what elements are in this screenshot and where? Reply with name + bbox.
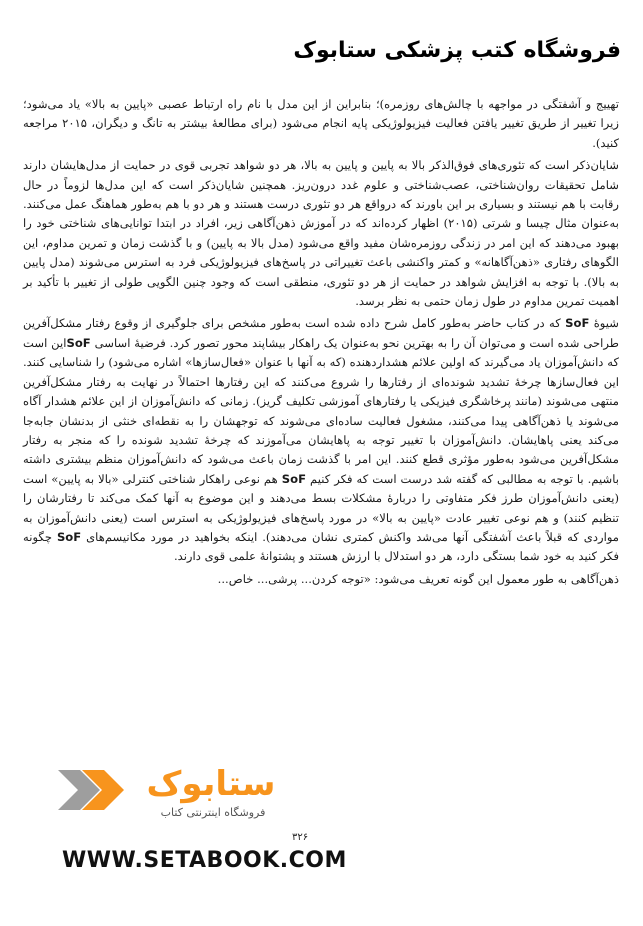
sof-term: SoF <box>66 335 91 350</box>
document-body <box>23 95 619 592</box>
paragraph: شایان‌ذکر است که تئوری‌های فوق‌الذکر بالا به پایین و پایین به بالا، هر دو شواهد تجربی قوی در حمایت از مدل‌هایشان دارند شامل تحقیقات روان‌شناختی، عصب‌شناختی و علوم غدد درون‌ریز. همچنین شایان‌ذکر است که این مدل‌ها لزوماً در حال رقابت با هم نیستند و بسیاری بر این باورند که درواقع هر دو تئوری درست هستند و هر دو با هم به‌طور هماهنگ عمل می‌کنند. به‌عنوان مثال چیسا و شرتی (۲۰۱۵) اظهار کرده‌اند که در آموزش ذهن‌آگاهی زیر، افراد در ابتدا توانایی‌های شناختی خود را بهبود می‌دهند که این امر در زندگی روزمره‌شان مفید واقع می‌شود (مدل بالا به پایین) و با گذشت زمان و تمرین مداوم، این الگوهای رفتاری «ذهن‌آگاهانه» و کمتر واکنشی باعث تغییراتی در پاسخ‌های فیزیولوژیکی فرد به استرس می‌شوند (مدل پایین به بالا). با توجه به افزایش شواهد در حمایت از هر دو تئوری، منطقی است که وجود چنین الگویی طولی از تغییر با تأکید بر اهمیت تمرین مداوم در طول زمان حتمی به نظر برسد. <box>23 158 619 309</box>
page-title: فروشگاه کتب پزشکی ستابوک <box>293 38 621 63</box>
logo-wordmark: ستابوک <box>146 764 276 804</box>
sof-term: SoF <box>565 316 590 331</box>
text-run: که در کتاب حاضر به‌طور کامل شرح داده شده است به‌طور مشخص برای جلوگیری از وقوع رفتار مشکل‌آفرین طراحی شده است و می‌توان آن را به بهترین نحو به‌عنوان یک راهکار بیشاپند محور تصور کرد. فرضیهٔ اساسی <box>23 316 620 350</box>
sof-term: SoF <box>56 529 82 544</box>
text-run: شیوهٔ <box>593 316 620 331</box>
paragraph: ذهن‌آگاهی به طور معمول این گونه تعریف می‌شود: «توجه کردن... پرشی... خاص... <box>217 571 619 586</box>
text-run: چگونه فکر کنید به خود شما بستگی دارد، هر دو استدلال با ارزش هستند و پشتوانهٔ علمی قوی دارند. <box>23 529 619 564</box>
page-number: ۳۲۶ <box>292 832 309 843</box>
paragraph <box>23 314 619 566</box>
paragraph: تهییج و آشفتگی در مواجهه با چالش‌های روزمره)؛ بنابراین از این مدل با نام راه ارتباط عصبی «پایین به بالا» یاد می‌شود؛ زیرا تغییر از طریق تغییر یافتن فعالیت فیزیولوژیکی پایه انجام می‌شود (برای مطالعهٔ بیشتر به تانگ و دیگران، ۲۰۱۵ مراجعه کنید). <box>23 97 619 150</box>
text-run: این است که دانش‌آموزان یاد می‌گیرند که اولین علائم هشداردهنده (که به آنها با عنوان «فعال‌سازها» اشاره می‌شود) را شناسایی کنند. این فعال‌سازها چرخهٔ تشدید شونده‌ای از رفتارها را شروع می‌کنند که این رفتارها احتمالاً در نهایت به رفتار مشکل‌آفرین منتهی می‌شوند (مانند پرخاشگری فیزیکی یا رفتارهای آموزشی تکلیف گریز). زمانی که دانش‌آموزان از این علائم هشدار آگاه می‌شوند یا ذهن‌آگاهی پیدا می‌کنند، مشغول فعالیت ساده‌ای می‌شوند که توجهشان را به نقطه‌ای خنثی از بدنشان جابه‌جا می‌کند یعنی پاهایشان. دانش‌آموزان با تغییر توجه به پاهایشان می‌آموزند که چرخهٔ تشدید شونده را که منجر به رفتار مشکل‌آفرین می‌شود به‌طور مؤثری قطع کنند. این امر با گذشت زمان باعث می‌شود که دانش‌آموزان منظم بیشتری داشته باشیم. با توجه به مطالبی که گفته شد درست است که فکر کنیم <box>23 335 620 486</box>
website-watermark: WWW.SETABOOK.COM <box>62 848 347 873</box>
sof-term: SoF <box>281 471 306 486</box>
text-run: هم نوعی راهکار شناختی کنترلی «بالا به پایین» است (یعنی دانش‌آموزان طرز فکر متفاوتی را دربارهٔ مشکلات بسط می‌دهند و این موضوع به آنها کمک می‌کند تا رفتارشان را تنظیم کنند) و هم نوعی تغییر عادت «پایین به بالا» در مورد پاسخ‌های فیزیولوژیکی به استرس است (یعنی دانش‌آموزان به مواردی که قبلاً باعث آشفتگی آنها می‌شد واکنش کمتری نشان می‌دهند). اینکه بخواهید در مورد مکانیسم‌های <box>23 471 620 544</box>
logo-tagline: فروشگاه اینترنتی کتاب <box>160 806 266 819</box>
